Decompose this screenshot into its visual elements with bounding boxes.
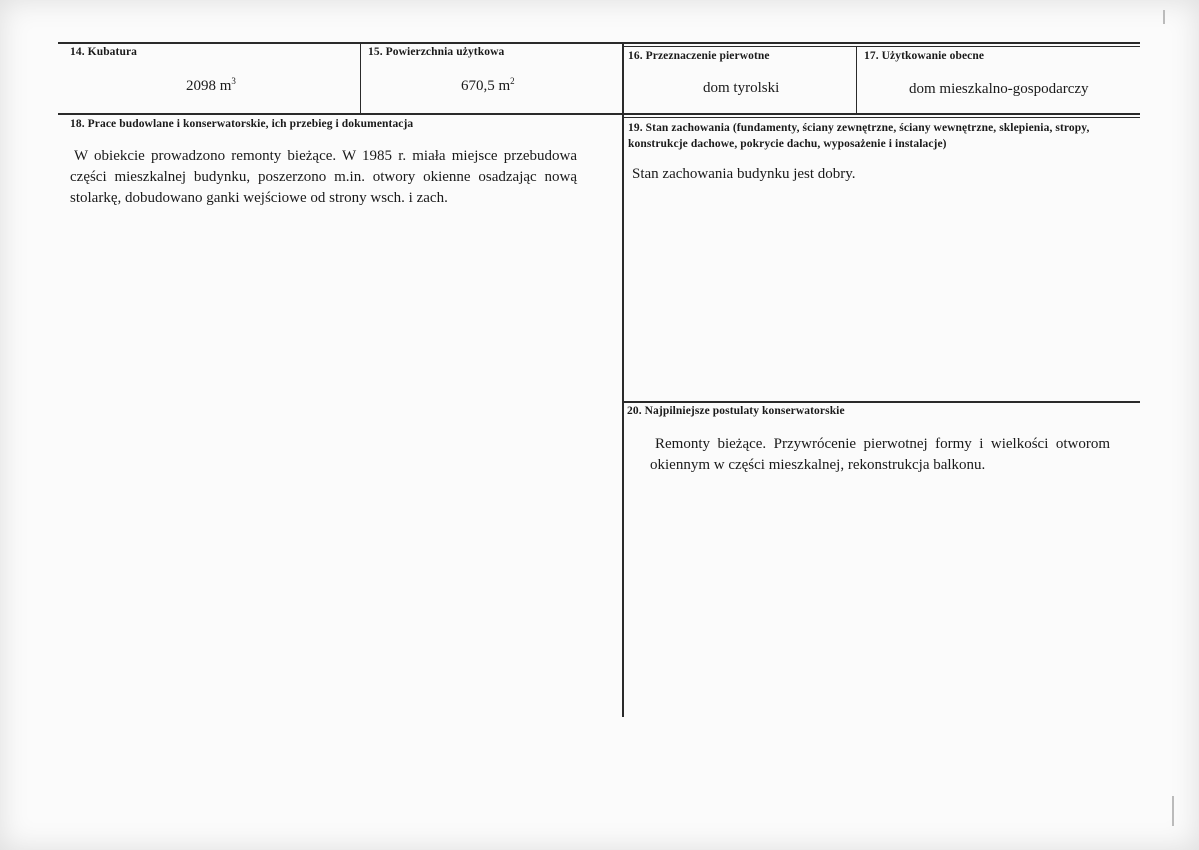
- col-divider-1: [360, 42, 361, 114]
- row1-bottom-rule: [58, 113, 1140, 115]
- row2-label-rule: [622, 117, 1140, 118]
- postulaty-text: Remonty bieżące. Przywrócenie pierwotnej formy i wielkości otworom okiennym w części mieszkalnej, rekonstrukcja balkonu.: [650, 436, 1110, 473]
- col-divider-2: [622, 42, 624, 717]
- postulaty-label: 20. Najpilniejsze postulaty konserwatorskie: [627, 405, 845, 417]
- kubatura-label: 14. Kubatura: [70, 46, 138, 58]
- kubatura-number: 2098 m: [186, 78, 232, 94]
- uzytkowanie-label: 17. Użytkowanie obecne: [864, 50, 985, 62]
- uzytkowanie-value: dom mieszkalno-gospodarczy: [909, 81, 1089, 97]
- row1-inner-rule: [622, 46, 1140, 47]
- scan-edge-mark: [1163, 10, 1165, 24]
- stan-label: 19. Stan zachowania (fundamenty, ściany zewnętrzne, ściany wewnętrzne, sklepienia, stropy, konstrukcje dachowe, pokrycie dachu, wyposażenie i instalacje): [628, 122, 1090, 150]
- powierzchnia-exponent: 2: [510, 76, 515, 86]
- top-rule: [58, 42, 1140, 44]
- kubatura-value: [186, 76, 236, 96]
- powierzchnia-number: 670,5 m: [461, 78, 511, 94]
- powierzchnia-label: 15. Powierzchnia użytkowa: [368, 46, 505, 58]
- col-divider-3: [856, 46, 857, 114]
- scan-edge-mark: [1172, 796, 1174, 826]
- prace-text: W obiekcie prowadzono remonty bieżące. W 1985 r. miała miejsce przebudowa części mieszkalnej budynku, poszerzono m.in. otwory okienne osadzając nową stolarkę, dobudowano ganki wejściowe od strony wsch. i zach.: [70, 148, 577, 206]
- przeznaczenie-value: dom tyrolski: [703, 80, 780, 96]
- stan-text: Stan zachowania budynku jest dobry.: [632, 166, 856, 182]
- powierzchnia-value: [461, 76, 515, 96]
- przeznaczenie-label: 16. Przeznaczenie pierwotne: [628, 50, 770, 62]
- kubatura-exponent: 3: [231, 76, 236, 86]
- prace-label: 18. Prace budowlane i konserwatorskie, ich przebieg i dokumentacja: [70, 118, 414, 130]
